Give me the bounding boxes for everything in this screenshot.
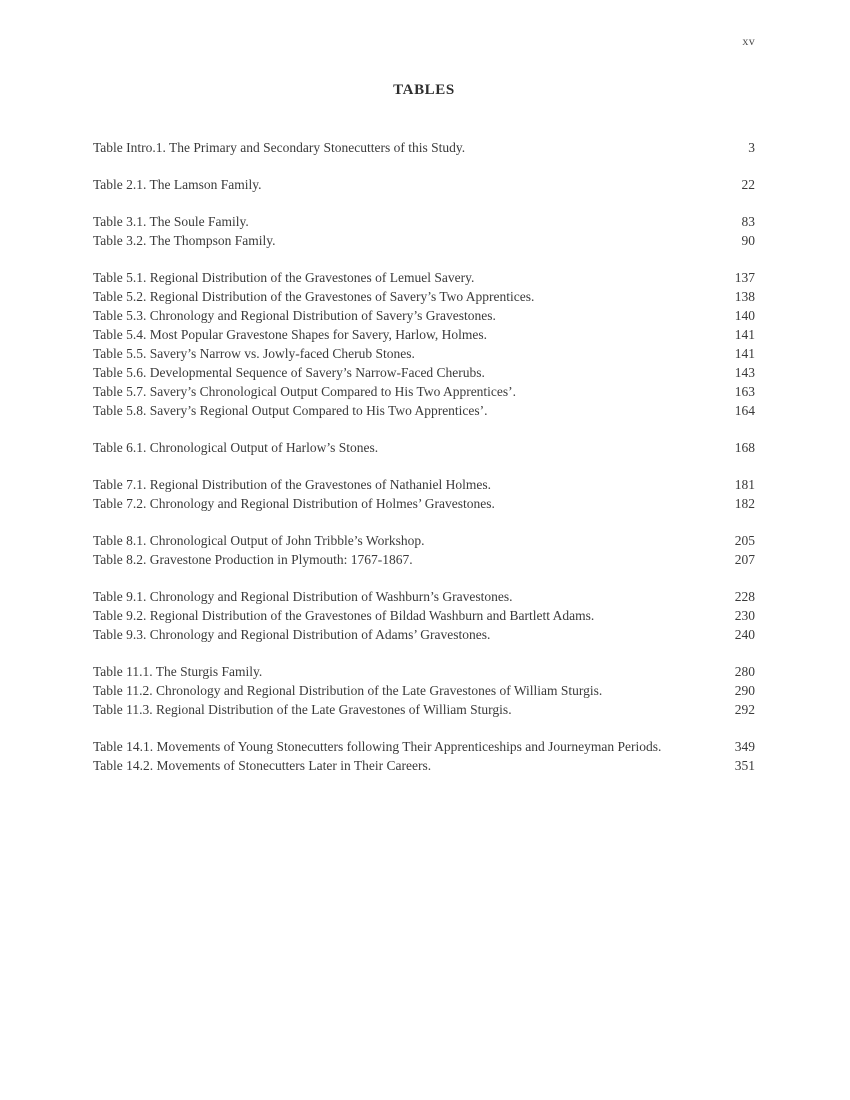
toc-entry bbox=[93, 175, 755, 194]
toc-entry-page: 349 bbox=[734, 739, 755, 754]
toc-entry bbox=[93, 382, 755, 401]
toc-entry-label: Table 11.2. Chronology and Regional Distribution of the Late Gravestones of William Sturgis. bbox=[93, 683, 603, 698]
toc-entry-label: Table 14.1. Movements of Young Stonecutters following Their Apprenticeships and Journeyman Periods. bbox=[93, 739, 662, 754]
toc-group bbox=[93, 138, 755, 157]
toc-entry-page: 138 bbox=[734, 289, 755, 304]
toc-group bbox=[93, 587, 755, 644]
toc-entry-page: 163 bbox=[734, 384, 755, 399]
toc-entry-page: 181 bbox=[734, 477, 755, 492]
toc-entry-label: Table 9.3. Chronology and Regional Distribution of Adams’ Gravestones. bbox=[93, 627, 491, 642]
toc-group bbox=[93, 662, 755, 719]
toc-entry-label: Table 14.2. Movements of Stonecutters Later in Their Careers. bbox=[93, 758, 432, 773]
toc-entry-page: 90 bbox=[741, 233, 755, 248]
toc-entry bbox=[93, 587, 755, 606]
toc-entry-label: Table 8.1. Chronological Output of John Tribble’s Workshop. bbox=[93, 533, 425, 548]
toc-entry bbox=[93, 550, 755, 569]
toc-entry-label: Table 8.2. Gravestone Production in Plymouth: 1767-1867. bbox=[93, 552, 413, 567]
toc-entry-label: Table 5.8. Savery’s Regional Output Compared to His Two Apprentices’. bbox=[93, 403, 488, 418]
toc-entry-label: Table 3.1. The Soule Family. bbox=[93, 214, 249, 229]
toc-entry bbox=[93, 756, 755, 775]
toc-group bbox=[93, 212, 755, 250]
toc-entry bbox=[93, 625, 755, 644]
tables-list bbox=[93, 138, 755, 775]
toc-entry-label: Table 5.1. Regional Distribution of the Gravestones of Lemuel Savery. bbox=[93, 270, 475, 285]
toc-entry-label: Table 5.3. Chronology and Regional Distribution of Savery’s Gravestones. bbox=[93, 308, 496, 323]
toc-entry-page: 290 bbox=[734, 683, 755, 698]
toc-entry-label: Table 5.2. Regional Distribution of the Gravestones of Savery’s Two Apprentices. bbox=[93, 289, 535, 304]
toc-entry-label: Table 5.6. Developmental Sequence of Savery’s Narrow-Faced Cherubs. bbox=[93, 365, 485, 380]
toc-entry bbox=[93, 306, 755, 325]
toc-group bbox=[93, 737, 755, 775]
toc-entry-page: 228 bbox=[734, 589, 755, 604]
toc-entry bbox=[93, 606, 755, 625]
toc-group bbox=[93, 175, 755, 194]
toc-entry bbox=[93, 475, 755, 494]
toc-entry-page: 143 bbox=[734, 365, 755, 380]
toc-entry bbox=[93, 494, 755, 513]
toc-entry-label: Table 9.2. Regional Distribution of the Gravestones of Bildad Washburn and Bartlett Adams. bbox=[93, 608, 595, 623]
toc-entry bbox=[93, 700, 755, 719]
toc-entry bbox=[93, 325, 755, 344]
toc-entry-page: 351 bbox=[734, 758, 755, 773]
toc-entry-label: Table 11.3. Regional Distribution of the Late Gravestones of William Sturgis. bbox=[93, 702, 512, 717]
toc-entry-page: 22 bbox=[741, 177, 755, 192]
toc-group bbox=[93, 475, 755, 513]
page-title: TABLES bbox=[393, 82, 455, 98]
toc-entry-label: Table Intro.1. The Primary and Secondary Stonecutters of this Study. bbox=[93, 140, 466, 155]
toc-group bbox=[93, 438, 755, 457]
toc-entry-page: 168 bbox=[734, 440, 755, 455]
toc-entry-page: 280 bbox=[734, 664, 755, 679]
toc-entry-page: 240 bbox=[734, 627, 755, 642]
toc-entry-label: Table 6.1. Chronological Output of Harlow’s Stones. bbox=[93, 440, 379, 455]
toc-entry-label: Table 5.7. Savery’s Chronological Output Compared to His Two Apprentices’. bbox=[93, 384, 517, 399]
toc-entry bbox=[93, 737, 755, 756]
toc-entry-label: Table 5.5. Savery’s Narrow vs. Jowly-faced Cherub Stones. bbox=[93, 346, 415, 361]
toc-entry-page: 292 bbox=[734, 702, 755, 717]
toc-entry-label: Table 2.1. The Lamson Family. bbox=[93, 177, 262, 192]
toc-entry-page: 207 bbox=[734, 552, 755, 567]
toc-entry-page: 141 bbox=[734, 327, 755, 342]
toc-entry-page: 141 bbox=[734, 346, 755, 361]
toc-group bbox=[93, 268, 755, 420]
toc-entry-label: Table 5.4. Most Popular Gravestone Shapes for Savery, Harlow, Holmes. bbox=[93, 327, 487, 342]
toc-entry bbox=[93, 531, 755, 550]
toc-entry-label: Table 7.1. Regional Distribution of the Gravestones of Nathaniel Holmes. bbox=[93, 477, 491, 492]
toc-entry-page: 83 bbox=[741, 214, 755, 229]
toc-entry bbox=[93, 212, 755, 231]
toc-entry bbox=[93, 438, 755, 457]
toc-entry bbox=[93, 138, 755, 157]
toc-entry bbox=[93, 231, 755, 250]
toc-entry-label: Table 7.2. Chronology and Regional Distribution of Holmes’ Gravestones. bbox=[93, 496, 495, 511]
toc-entry-page: 230 bbox=[734, 608, 755, 623]
toc-entry-page: 182 bbox=[734, 496, 755, 511]
toc-entry bbox=[93, 268, 755, 287]
page-number: xv bbox=[742, 34, 755, 48]
toc-entry bbox=[93, 681, 755, 700]
toc-entry bbox=[93, 401, 755, 420]
toc-entry-page: 140 bbox=[734, 308, 755, 323]
toc-entry-page: 164 bbox=[734, 403, 755, 418]
toc-entry-label: Table 9.1. Chronology and Regional Distribution of Washburn’s Gravestones. bbox=[93, 589, 513, 604]
toc-entry bbox=[93, 662, 755, 681]
toc-entry bbox=[93, 363, 755, 382]
toc-entry-page: 137 bbox=[734, 270, 755, 285]
toc-entry-label: Table 11.1. The Sturgis Family. bbox=[93, 664, 263, 679]
toc-entry-page: 205 bbox=[734, 533, 755, 548]
toc-entry bbox=[93, 344, 755, 363]
toc-entry bbox=[93, 287, 755, 306]
toc-group bbox=[93, 531, 755, 569]
toc-entry-label: Table 3.2. The Thompson Family. bbox=[93, 233, 276, 248]
toc-entry-page: 3 bbox=[748, 140, 755, 155]
